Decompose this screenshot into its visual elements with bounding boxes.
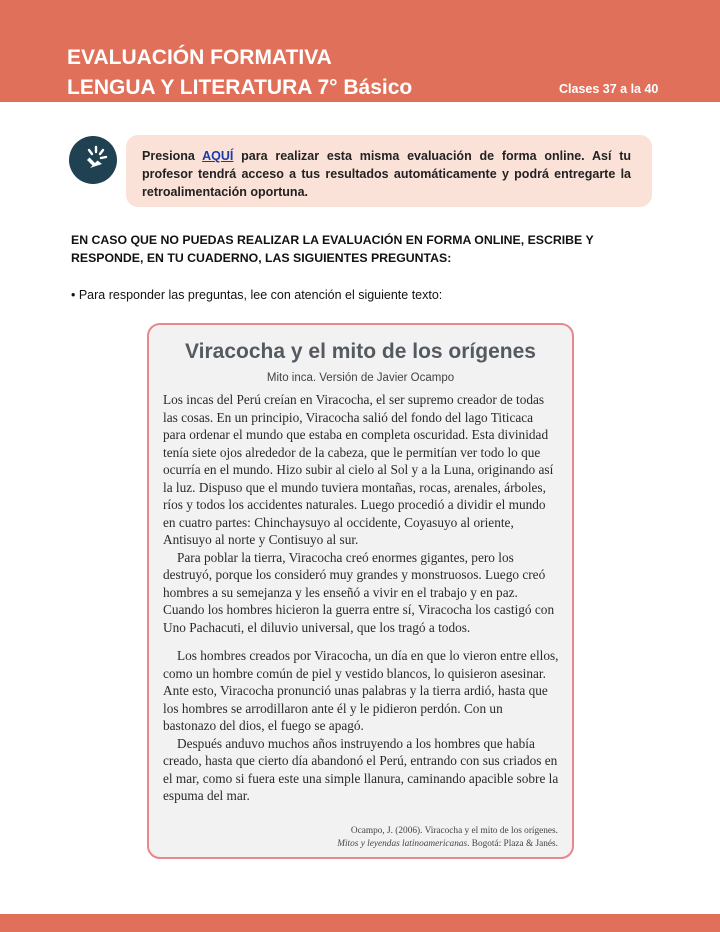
story-paragraph: Los incas del Perú creían en Viracocha, el ser supremo creador de todas las cosas. En un principio, Viracocha salió del fondo del lago Titicaca para ordenar el mundo que estaba en completa oscuridad. Esta divinidad tenía siete ojos alrededor de la cabeza, que le permitían ver todo lo que ocurría en el mundo. Hizo subir al cielo al Sol y a la Luna, originando así la luz. Dispuso que el mundo tuviera montañas, rocas, arenales, árboles, ríos y todos los accidentes naturales. Luego procedió a dividir el mundo en cuatro partes: Chinchaysuyo al occidente, Coyasuyo al oriente, Antisuyo al norte y Contisuyo al sur. (163, 392, 554, 547)
story-paragraph: Los hombres creados por Viracocha, un día en que lo vieron entre ellos, como un hombre común de piel y vestido blancos, lo quisieron asesinar. Ante esto, Viracocha pronunció unas palabras y la tierra ardió, hasta que los hombres se arrodillaron ante él y le pidieron perdón. Con un bastonazo del dios, el fuego se apagó. (163, 648, 559, 733)
header-bar (0, 0, 720, 102)
citation-line: Ocampo, J. (2006). Viracocha y el mito de los orígenes. (350, 826, 558, 836)
notice-text-after: para realizar esta misma evaluación de forma online. Así tu profesor tendrá acceso a tus resultados automáticamente y podrá entregarte la retroalimentación oportuna. (142, 149, 632, 199)
story-body (163, 391, 559, 805)
story-paragraph: Para poblar la tierra, Viracocha creó enormes gigantes, pero los destruyó, porque los consideró muy grandes y monstruosos. Luego creó hombres a su semejanza y les enseñó a vivir en el trabajo y en paz. Cuando los hombres hicieron la guerra entre sí, Viracocha los castigó con Uno Pachacuti, el diluvio universal, que los tragó a todos. (163, 549, 555, 635)
online-evaluation-link[interactable]: AQUÍ (202, 149, 234, 163)
header-title-subject: LENGUA Y LITERATURA 7° Básico (67, 76, 413, 99)
story-paragraph: Después anduvo muchos años instruyendo a los hombres que había creado, hasta que cierto día abandonó el Perú, entrando con sus criados en el mar, como si fuera este una simple llanura, caminando apacible sobre la espuma del mar. (163, 735, 559, 803)
story-subtitle: Mito inca. Versión de Javier Ocampo (266, 372, 455, 384)
reading-instruction: • Para responder las preguntas, lee con atención el siguiente texto: (71, 288, 443, 302)
classes-label: Clases 37 a la 40 (559, 82, 659, 96)
story-title: Viracocha y el mito de los orígenes (185, 340, 536, 363)
notice-text-before: Presiona (142, 149, 203, 163)
citation-publisher: . Bogotá: Plaza & Janés. (467, 839, 558, 849)
story-citation (337, 825, 558, 851)
footer-bar (0, 914, 720, 932)
story-text-box (147, 323, 574, 859)
online-notice (126, 135, 652, 207)
header-title-evaluation: EVALUACIÓN FORMATIVA (67, 46, 332, 69)
pointer-click-icon (69, 136, 117, 184)
citation-work-title: Mitos y leyendas latinoamericanas (337, 839, 468, 849)
offline-instruction: EN CASO QUE NO PUEDAS REALIZAR LA EVALUACIÓN EN FORMA ONLINE, ESCRIBE Y RESPONDE, EN TU CUADERNO, LAS SIGUIENTES PREGUNTAS: (71, 233, 594, 265)
